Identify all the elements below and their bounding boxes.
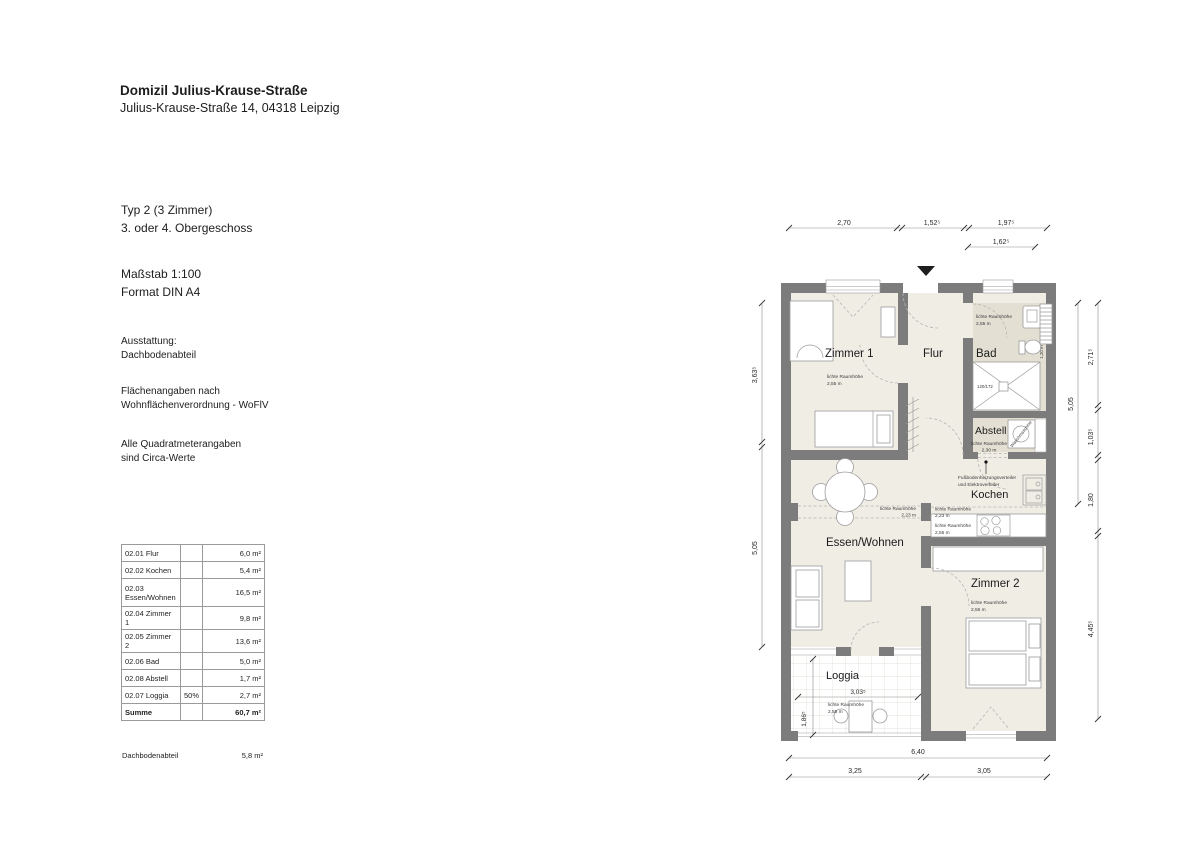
dim-label-right-4: 4,45⁵ [1088,620,1095,638]
table-row [122,579,265,607]
table-row [122,545,265,562]
row-area-cell: 5,4 m² [203,562,265,579]
page-address: Julius-Krause-Straße 14, 04318 Leipzig [120,100,340,115]
dim-label-left-2: 5,05 [752,541,759,555]
row-area-cell: 6,0 m² [203,545,265,562]
table-row [122,562,265,579]
shower-size-label: 120/172 [977,384,993,389]
row-area-cell: 13,6 m² [203,630,265,653]
row-area-cell: 16,5 m² [203,579,265,607]
type-block [121,202,252,237]
niche [1035,419,1046,452]
row-label-cell: 02.03 Essen/Wohnen [122,579,181,607]
utility-note-line2: und Elektroverteiler [958,483,1000,488]
room-label-zimmer1: Zimmer 1 [825,348,874,360]
loggia-dim-width: 3,03⁵ [850,689,866,696]
row-label-cell: 02.01 Flur [122,545,181,562]
height-note-kochen-1: lichte Raumhöhe [935,507,971,513]
window-zimmer2 [966,731,1016,741]
scale-block [121,266,201,301]
wall-bad-abstell [963,411,1046,418]
sum-factor-cell [181,704,203,721]
row-area-cell: 9,8 m² [203,607,265,630]
wall-pier-left [791,503,798,521]
dim-label-right-3: 1,80 [1088,493,1095,507]
attic-label: Dachbodenabteil [122,751,179,760]
room-label-zimmer2: Zimmer 2 [971,578,1020,590]
wall-right [1046,283,1056,741]
table-row [122,630,265,653]
dim-label-bottom-1: 3,25 [848,768,862,775]
dim-label-top-3: 1,97⁵ [997,220,1015,227]
door-opening-zimmer1 [898,345,908,383]
height-note-bad: lichte Raumhöhe [976,315,1012,320]
type-line1: Typ 2 (3 Zimmer) [121,203,213,217]
attic-row [122,751,263,760]
height-value-essen: 2,23 m [901,513,916,519]
chair-icon [873,709,887,723]
row-label-cell: 02.08 Abstell [122,670,181,687]
row-factor-cell [181,607,203,630]
dim-label-left-1: 3,63⁵ [752,366,759,384]
row-factor-cell [181,670,203,687]
row-factor-cell [181,579,203,607]
loggia-dim-height: 1,86⁵ [801,711,808,727]
attic-area: 5,8 m² [241,751,263,760]
height-value-bad: 2,55 m [976,322,991,327]
area-table [121,544,265,721]
wardrobe-icon [881,307,895,337]
floor-plan [740,210,1120,790]
entrance-door-opening [903,283,938,293]
dim-label-right-inner: 5,05 [1068,397,1075,411]
wall-zimmer2-left [921,536,931,741]
dim-label-right-2: 1,03⁵ [1088,428,1095,446]
wall-bottom-corner [781,731,798,741]
type-line2: 3. oder 4. Obergeschoss [121,220,253,235]
area-note-line2: Wohnflächenverordnung - WoFlV [121,400,269,411]
sofa-cushion [796,600,819,627]
table-sum-row [122,704,265,721]
dim-label-bottom-2: 3,05 [977,768,991,775]
room-label-flur: Flur [923,348,943,360]
equipment-label: Ausstattung: [121,336,177,347]
row-factor-cell [181,630,203,653]
height-note-abstell: lichte Raumhöhe [971,442,1007,447]
window-bad [983,280,1013,293]
row-factor-cell [181,653,203,670]
sill-height-label: 1,20 m [1039,345,1044,359]
mattress [969,621,1026,651]
dim-label-top-2: 1,52⁵ [923,220,941,227]
coffee-table-icon [845,561,871,601]
height-value-kochen-2: 2,55 m [935,531,950,536]
height-note-zimmer2: lichte Raumhöhe [971,601,1007,606]
row-label-cell: 02.02 Kochen [122,562,181,579]
approx-note-line1: Alle Quadratmeterangaben [121,439,242,450]
row-label-cell: 02.07 Loggia [122,687,181,704]
mattress [969,654,1026,685]
header [120,82,340,117]
row-label-cell: 02.04 Zimmer 1 [122,607,181,630]
sum-label-cell: Summe [122,704,181,721]
approx-note-line2: sind Circa-Werte [121,453,196,464]
height-value-abstell: 2,30 m [981,448,997,454]
table-row [122,687,265,704]
scale-line1: Maßstab 1:100 [121,267,202,281]
window-zimmer1 [826,280,880,293]
height-value-loggia: 2,55 m [828,710,843,715]
washbasin-icon [1023,306,1042,328]
wardrobe-icon [933,547,1043,571]
row-label-cell: 02.05 Zimmer 2 [122,630,181,653]
dim-label-bottom-total: 6,40 [911,749,925,756]
dining-table-icon [825,472,865,512]
row-factor-cell [181,562,203,579]
table-row [122,607,265,630]
dimensions-right [1068,300,1101,722]
height-note-zimmer1: lichte Raumhöhe [827,375,863,380]
washing-machine-label: Waschmaschine [1009,419,1033,449]
pillow-icon [877,415,890,443]
wall-zimmer2-top [921,536,1046,546]
dimensions-left [752,300,765,650]
room-label-kochen: Kochen [971,489,1009,501]
radiator-icon [1040,304,1052,344]
row-factor-cell [181,545,203,562]
wall-zimmer1-bottom [791,450,908,460]
dim-label-top-1: 2,70 [837,220,851,227]
dim-label-top-4: 1,62⁵ [992,239,1010,246]
scale-line2: Format DIN A4 [121,284,201,299]
height-note-kochen-2: lichte Raumhöhe [935,524,971,529]
equipment-value: Dachbodenabteil [121,350,197,361]
dimensions-bottom [786,749,1050,780]
door-opening-zimmer2 [921,568,931,606]
row-factor-cell: 50% [181,687,203,704]
utility-note-line1: Fußbodenheizungsverteiler [958,476,1017,481]
pillow-icon [1029,657,1040,681]
row-area-cell: 5,0 m² [203,653,265,670]
height-value-zimmer2: 2,55 m [971,608,986,613]
room-label-essen: Essen/Wohnen [826,537,904,549]
sum-area-cell: 60,7 m² [203,704,265,721]
dimensions-top [786,220,1050,250]
pillow-icon [1029,624,1040,648]
height-value-zimmer1: 2,55 m [827,382,842,387]
table-row [122,653,265,670]
area-note-block [121,385,269,413]
height-note-loggia: lichte Raumhöhe [828,703,864,708]
approx-note-block [121,438,241,466]
row-area-cell: 1,7 m² [203,670,265,687]
room-label-abstell: Abstell [975,425,1007,437]
room-label-loggia: Loggia [826,670,860,682]
height-note-essen: lichte Raumhöhe [880,507,916,512]
table-row [122,670,265,687]
wall-left [781,283,791,741]
room-label-bad: Bad [976,348,997,360]
page-title: Domizil Julius-Krause-Straße [120,83,308,98]
equipment-block [121,335,196,363]
door-opening-bad [963,303,973,338]
sofa-cushion [796,570,819,597]
height-value-kochen-1: 2,23 m [935,514,950,519]
dim-label-right-1: 2,71⁵ [1088,348,1095,366]
area-note-line1: Flächenangaben nach [121,386,220,397]
wall-pier-mid [921,503,931,521]
row-label-cell: 02.06 Bad [122,653,181,670]
toilet-tank [1019,341,1025,354]
entrance-marker-icon [917,266,935,276]
row-area-cell: 2,7 m² [203,687,265,704]
